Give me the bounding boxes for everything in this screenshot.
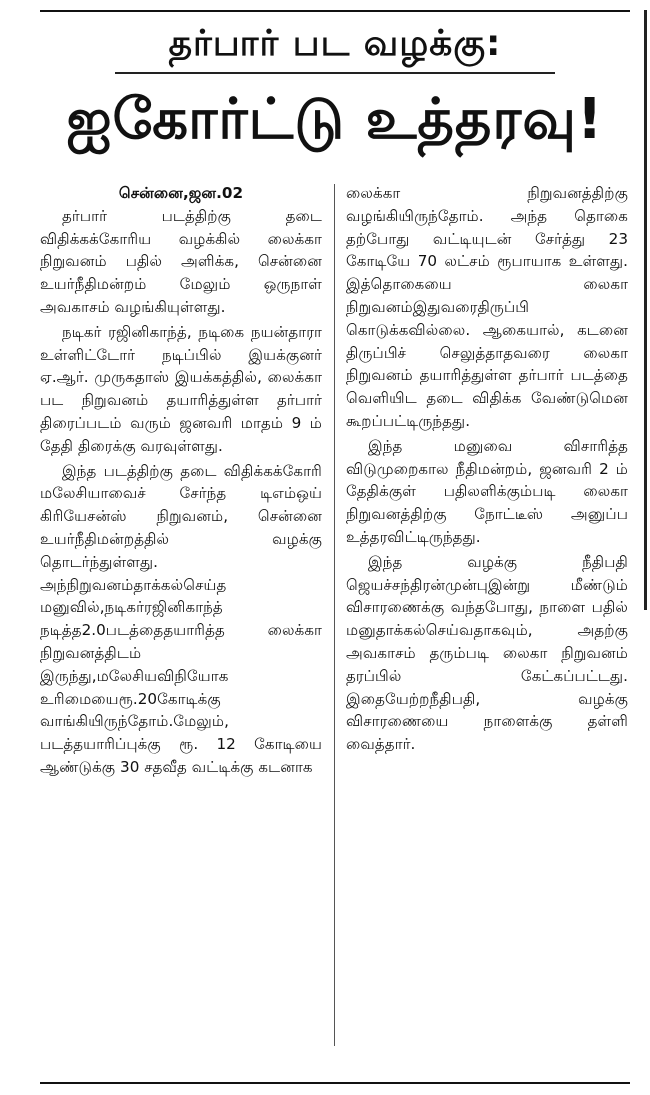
paragraph: நடிகர் ரஜினிகாந்த், நடிகை நயன்தாரா உள்ளிட்டோர் நடிப்பில் இயக்குனர் ஏ.ஆர். முருகதாஸ் இயக்கத்தில், லைக்கா பட நிறுவனம் தயாரித்துள்ள தர்பார் திரைப்படம் வரும் ஜனவரி மாதம் 9 ம் தேதி திரைக்கு வரவுள்ளது.	[40, 322, 322, 455]
column-divider	[334, 184, 335, 1046]
top-rule	[40, 10, 630, 12]
paragraph: தர்பார் படத்திற்கு தடை விதிக்கக்கோரிய வழக்கில் லைக்கா நிறுவனம் பதில் அளிக்க, சென்னை உயர்நீதிமன்றம் மேலும் ஒருநாள் அவகாசம் வழங்கியுள்ளது.	[40, 206, 322, 316]
paragraph: இந்த மனுவை விசாரித்த விடுமுறைகால நீதிமன்றம், ஜனவரி 2 ம் தேதிக்குள் பதிலளிக்கும்படி லைகா நிறுவனத்திற்கு நோட்டீஸ் அனுப்ப உத்தரவிட்டிருந்தது.	[346, 436, 628, 546]
headline-title: ஐகோர்ட்டு உத்தரவு!	[66, 87, 604, 152]
paragraph: இந்த வழக்கு நீதிபதி ஜெயச்சந்திரன்முன்புஇன்று மீண்டும் விசாரணைக்கு வந்தபோது, நாளை பதில் மனுதாக்கல்செய்வதாகவும், அதற்கு அவகாசம் தரும்படி லைகா நிறுவனம் தரப்பில் கேட்கப்பட்டது. இதையேற்றநீதிபதி, வழக்கு விசாரணையை நாளைக்கு தள்ளி வைத்தார்.	[346, 552, 628, 754]
dateline: சென்னை,ஜன.02	[118, 184, 244, 202]
headline	[40, 18, 630, 166]
page-edge-line	[644, 10, 647, 610]
article-column-left	[40, 182, 322, 779]
article-column-right	[346, 182, 628, 756]
paragraph: லைக்கா நிறுவனத்திற்கு வழங்கியிருந்தோம். அந்த தொகை தற்போது வட்டியுடன் சேர்த்து 23 கோடியே 70 லட்சம் ரூபாயாக உள்ளது. இத்தொகையை லைகா நிறுவனம்இதுவரைதிருப்பி கொடுக்கவில்லை. ஆகையால், கடனை திருப்பிச் செலுத்தாதவரை லைகா நிறுவனம் தயாரித்துள்ள தர்பார் படத்தை வெளியிட தடை விதிக்க வேண்டுமென கூறப்பட்டிருந்தது.	[346, 184, 628, 430]
paragraph: இந்த படத்திற்கு தடை விதிக்கக்கோரி மலேசியாவைச் சேர்ந்த டிஎம்ஒய் கிரியேசன்ஸ் நிறுவனம், சென்னை உயர்நீதிமன்றத்தில் வழக்கு தொடர்ந்துள்ளது. அந்நிறுவனம்தாக்கல்செய்த மனுவில்,நடிகர்ரஜினிகாந்த் நடித்த2.0படத்தைதயாரித்த லைக்கா நிறுவனத்திடம் இருந்து,மலேசியவிநியோக உரிமையைரூ.20கோடிக்கு வாங்கியிருந்தோம்.மேலும், படத்தயாரிப்புக்கு ரூ. 12 கோடியை ஆண்டுக்கு 30 சதவீத வட்டிக்கு கடனாக	[40, 461, 322, 776]
article-body	[40, 182, 626, 1072]
headline-kicker: தர்பார் பட வழக்கு:	[168, 23, 502, 64]
bottom-rule	[40, 1082, 630, 1084]
